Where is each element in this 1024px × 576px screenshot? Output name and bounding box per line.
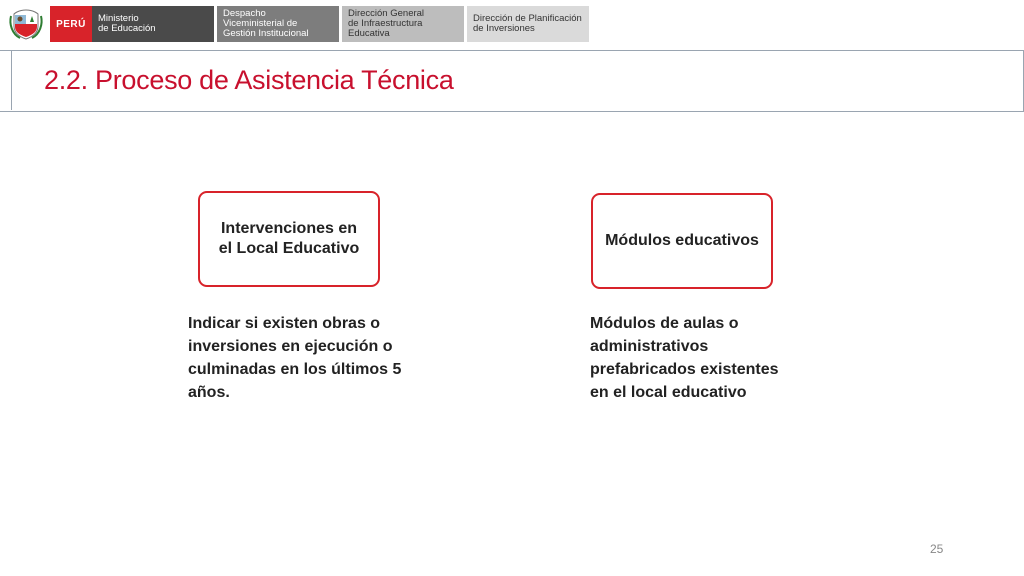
vice-ministry-line3: Gestión Institucional (223, 28, 309, 39)
interventions-desc-line2: inversiones en ejecución o (188, 338, 393, 355)
modules-desc-line1: Módulos de aulas o (590, 315, 739, 332)
ministry-block (92, 6, 214, 42)
interventions-desc-line4: años. (188, 384, 230, 401)
vice-ministry-line2: Viceministerial de (223, 18, 298, 29)
ministry-line2: de Educación (98, 23, 156, 34)
interventions-desc-line3: culminadas en los últimos 5 (188, 361, 402, 378)
interventions-desc-line1: Indicar si existen obras o (188, 315, 381, 332)
title-bar (0, 50, 1024, 112)
planning-line2: de Inversiones (473, 23, 535, 34)
planning-block (467, 6, 589, 42)
infrastructure-block (342, 6, 464, 42)
vice-ministry-line1: Despacho (223, 8, 266, 19)
modules-box (591, 193, 773, 289)
peru-label: PERÚ (50, 6, 92, 42)
vice-ministry-block (217, 6, 339, 42)
interventions-box (198, 191, 380, 287)
interventions-box-line2: el Local Educativo (218, 240, 360, 257)
modules-desc-line2: administrativos (590, 338, 709, 355)
infrastructure-line2: de Infraestructura (348, 18, 423, 29)
infrastructure-line1: Dirección General (348, 8, 425, 19)
modules-description (590, 312, 810, 404)
interventions-description (188, 312, 438, 404)
interventions-box-line1: Intervenciones en (220, 220, 358, 237)
modules-desc-line3: prefabricados existentes (590, 361, 779, 378)
header-strip (8, 6, 589, 42)
modules-desc-line4: en el local educativo (590, 384, 747, 401)
modules-box-label: Módulos educativos (605, 232, 759, 249)
slide-title: 2.2. Proceso de Asistencia Técnica (44, 65, 454, 95)
ministry-line1: Ministerio (98, 13, 139, 24)
coat-of-arms-icon (8, 6, 44, 42)
title-bar-accent (0, 51, 12, 110)
page-number: 25 (930, 542, 944, 556)
infrastructure-line3: Educativa (348, 28, 390, 39)
planning-line1: Dirección de Planificación (473, 13, 582, 24)
